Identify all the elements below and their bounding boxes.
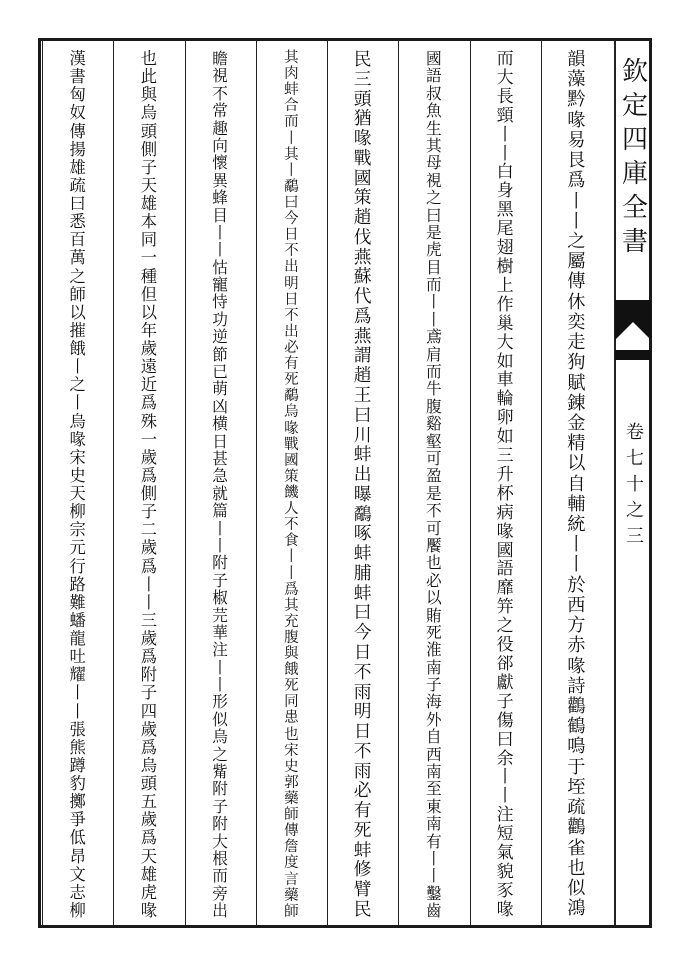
fish-tail-mark	[615, 300, 651, 410]
text-column: 其 肉 蚌 合 而 丨 其 丨 鷸 曰 今 日 不 出 明 日 不 出 必 有 死 鷸 烏 喙 戰 國 策 饑 人 不 食 丨 丨 爲 其 充 腹 與 餓 死 同 患 也 宋 史 郭 藥 師 傳 詹 度 言 藥 師	[284, 50, 299, 920]
margin-divider	[614, 41, 616, 925]
column-rule	[42, 41, 43, 925]
text-column: 民 三 頭 猶 喙 戰 國 策 趙 伐 燕 蘇 代 爲 燕 謂 趙 王 曰 川 蚌 出 曝 鷸 啄 蚌 脯 蚌 曰 今 日 不 雨 明 日 不 雨 必 有 死 蚌 修 臂 民	[353, 49, 372, 920]
column-rule	[398, 41, 399, 925]
text-column: 國 語 叔 魚 生 其 母 視 之 曰 是 虎 目 而 丨 丨 鳶 肩 而 牛 腹 谿 壑 可 盈 是 不 可 饜 也 必 以 賄 死 淮 南 子 海 外 自 西 南 至 東 南 有 丨 丨 鑿 齒	[426, 49, 442, 921]
text-column: 瞻 視 不 常 趣 向 懷 異 蜂 目 丨 丨 怙 寵 恃 功 逆 節 已 萌 凶 横 日 甚 急 就 篇 丨 丨 附 子 椒 芫 華 注 丨 丨 形 似 烏 之 觜 附 子 附 大 根 而 旁 出	[212, 49, 228, 921]
text-column: 而 大 長 頸 丨 丨 白 身 黑 尾 翅 樹 上 作 巢 大 如 車 輪 卵 如 三 升 杯 病 喙 國 語 靡 笄 之 役 郤 獻 子 傷 曰 余 丨 丨 注 短 氣 貌 豕 喙	[496, 49, 514, 920]
text-column: 也 此 與 烏 頭 側 子 天 雄 本 同 一 種 但 以 年 歲 遠 近 爲 殊 一 歲 爲 側 子 二 歲 爲 丨 丨 三 歲 爲 附 子 四 歲 爲 烏 頭 五 歲 爲 天 雄 虎 喙	[140, 49, 158, 920]
column-rule	[185, 41, 186, 925]
column-rule	[113, 41, 114, 925]
text-column: 漢 書 匈 奴 傳 揚 雄 疏 曰 悉 百 萬 之 師 以 摧 餓 丨 之 丨 烏 喙 宋 史 天 柳 宗 元 行 路 難 蟠 龍 吐 耀 丨 丨 張 熊 蹲 豹 擲 爭 低 昂 文 志 柳	[69, 49, 86, 920]
margin-title: 欽 定 四 庫 全 書	[621, 57, 648, 257]
text-column: 韻 藻 黔 喙 易 艮 爲 丨 丨 之 屬 傳 休 奕 走 狗 賦 錬 金 精 以 自 輔 統 丨 丨 於 西 方 赤 喙 詩 鸛 鶴 鳴 于 垤 疏 鸛 雀 也 似 鴻	[567, 49, 586, 920]
margin-volume: 卷 七 十 之 三	[626, 422, 644, 547]
column-rule	[256, 41, 257, 925]
column-rule	[470, 41, 471, 925]
column-rule	[541, 41, 542, 925]
column-rule	[327, 41, 328, 925]
